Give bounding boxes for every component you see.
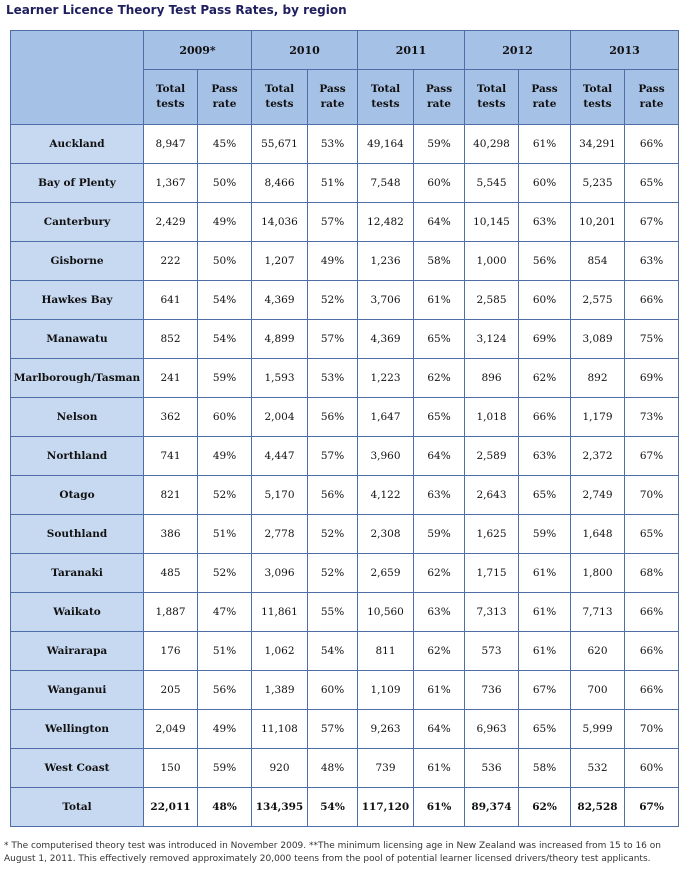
pass-rate-cell: 50% xyxy=(198,164,252,203)
pass-rate-cell: 67% xyxy=(519,671,571,710)
total-tests-cell: 1,062 xyxy=(252,632,308,671)
pass-rate-cell: 66% xyxy=(625,632,679,671)
table-row xyxy=(11,515,679,554)
total-tests-cell: 1,800 xyxy=(571,554,625,593)
pass-rate-header: Pass rate xyxy=(308,70,358,125)
table-row xyxy=(11,593,679,632)
pass-rate-cell: 60% xyxy=(625,749,679,788)
total-tests-cell: 3,124 xyxy=(465,320,519,359)
corner-header-cell xyxy=(11,31,144,125)
total-tests-cell: 2,643 xyxy=(465,476,519,515)
total-tests-cell: 2,778 xyxy=(252,515,308,554)
pass-rate-cell: 52% xyxy=(308,515,358,554)
total-tests-cell: 1,715 xyxy=(465,554,519,593)
pass-rate-cell: 60% xyxy=(198,398,252,437)
table-row xyxy=(11,203,679,242)
total-tests-cell: 89,374 xyxy=(465,788,519,827)
total-tests-cell: 4,369 xyxy=(252,281,308,320)
pass-rate-cell: 61% xyxy=(414,281,465,320)
pass-rate-cell: 59% xyxy=(414,125,465,164)
total-tests-cell: 641 xyxy=(144,281,198,320)
pass-rate-cell: 63% xyxy=(519,437,571,476)
pass-rate-cell: 63% xyxy=(414,593,465,632)
total-tests-cell: 362 xyxy=(144,398,198,437)
pass-rate-cell: 62% xyxy=(414,632,465,671)
total-tests-cell: 11,861 xyxy=(252,593,308,632)
total-tests-cell: 4,899 xyxy=(252,320,308,359)
pass-rate-cell: 62% xyxy=(414,359,465,398)
total-tests-cell: 811 xyxy=(358,632,414,671)
total-tests-cell: 1,887 xyxy=(144,593,198,632)
total-label: Total xyxy=(11,788,144,827)
pass-rate-cell: 67% xyxy=(625,203,679,242)
total-tests-cell: 1,000 xyxy=(465,242,519,281)
pass-rate-header: Pass rate xyxy=(519,70,571,125)
pass-rate-cell: 70% xyxy=(625,710,679,749)
pass-rate-cell: 51% xyxy=(308,164,358,203)
pass-rate-cell: 49% xyxy=(198,437,252,476)
total-tests-cell: 2,585 xyxy=(465,281,519,320)
total-tests-cell: 1,647 xyxy=(358,398,414,437)
pass-rate-cell: 54% xyxy=(308,632,358,671)
pass-rate-cell: 52% xyxy=(308,554,358,593)
total-tests-cell: 700 xyxy=(571,671,625,710)
pass-rate-cell: 64% xyxy=(414,437,465,476)
region-label: Bay of Plenty xyxy=(11,164,144,203)
total-tests-cell: 1,593 xyxy=(252,359,308,398)
table-row xyxy=(11,710,679,749)
pass-rate-cell: 57% xyxy=(308,203,358,242)
pass-rate-cell: 62% xyxy=(519,788,571,827)
total-tests-cell: 920 xyxy=(252,749,308,788)
total-tests-cell: 4,122 xyxy=(358,476,414,515)
region-label: Northland xyxy=(11,437,144,476)
pass-rate-cell: 53% xyxy=(308,125,358,164)
total-tests-cell: 2,575 xyxy=(571,281,625,320)
region-label: Nelson xyxy=(11,398,144,437)
pass-rate-cell: 73% xyxy=(625,398,679,437)
total-tests-cell: 22,011 xyxy=(144,788,198,827)
total-tests-cell: 11,108 xyxy=(252,710,308,749)
table-row xyxy=(11,398,679,437)
region-label: Hawkes Bay xyxy=(11,281,144,320)
total-tests-cell: 117,120 xyxy=(358,788,414,827)
pass-rate-cell: 54% xyxy=(198,320,252,359)
total-tests-cell: 205 xyxy=(144,671,198,710)
pass-rates-table xyxy=(10,30,679,827)
region-label: Southland xyxy=(11,515,144,554)
pass-rate-cell: 69% xyxy=(519,320,571,359)
region-label: Manawatu xyxy=(11,320,144,359)
pass-rate-cell: 69% xyxy=(625,359,679,398)
year-header: 2012 xyxy=(465,31,571,70)
pass-rate-cell: 49% xyxy=(308,242,358,281)
pass-rate-cell: 52% xyxy=(198,476,252,515)
pass-rate-cell: 49% xyxy=(198,203,252,242)
total-tests-cell: 5,999 xyxy=(571,710,625,749)
pass-rate-cell: 63% xyxy=(625,242,679,281)
pass-rate-cell: 66% xyxy=(519,398,571,437)
total-tests-cell: 7,313 xyxy=(465,593,519,632)
total-tests-cell: 2,589 xyxy=(465,437,519,476)
total-tests-cell: 12,482 xyxy=(358,203,414,242)
pass-rate-header: Pass rate xyxy=(198,70,252,125)
pass-rate-cell: 56% xyxy=(308,476,358,515)
pass-rate-cell: 57% xyxy=(308,710,358,749)
pass-rate-cell: 68% xyxy=(625,554,679,593)
total-tests-cell: 896 xyxy=(465,359,519,398)
total-tests-cell: 55,671 xyxy=(252,125,308,164)
total-tests-cell: 134,395 xyxy=(252,788,308,827)
total-tests-header: Total tests xyxy=(571,70,625,125)
pass-rate-cell: 56% xyxy=(198,671,252,710)
pass-rate-cell: 53% xyxy=(308,359,358,398)
total-tests-cell: 8,947 xyxy=(144,125,198,164)
pass-rate-cell: 61% xyxy=(414,671,465,710)
total-tests-cell: 10,201 xyxy=(571,203,625,242)
pass-rate-cell: 63% xyxy=(519,203,571,242)
pass-rate-cell: 62% xyxy=(414,554,465,593)
pass-rate-cell: 56% xyxy=(519,242,571,281)
pass-rate-cell: 57% xyxy=(308,320,358,359)
pass-rate-cell: 49% xyxy=(198,710,252,749)
pass-rate-cell: 48% xyxy=(198,788,252,827)
total-tests-cell: 222 xyxy=(144,242,198,281)
total-tests-cell: 2,659 xyxy=(358,554,414,593)
pass-rate-cell: 61% xyxy=(519,593,571,632)
pass-rate-cell: 58% xyxy=(414,242,465,281)
total-tests-cell: 1,207 xyxy=(252,242,308,281)
total-tests-cell: 2,749 xyxy=(571,476,625,515)
total-tests-cell: 1,367 xyxy=(144,164,198,203)
pass-rate-cell: 57% xyxy=(308,437,358,476)
total-tests-cell: 1,109 xyxy=(358,671,414,710)
pass-rate-cell: 59% xyxy=(198,749,252,788)
pass-rate-header: Pass rate xyxy=(414,70,465,125)
pass-rate-cell: 61% xyxy=(519,125,571,164)
total-tests-cell: 3,096 xyxy=(252,554,308,593)
pass-rate-cell: 65% xyxy=(519,476,571,515)
total-tests-cell: 176 xyxy=(144,632,198,671)
region-label: Canterbury xyxy=(11,203,144,242)
table-row xyxy=(11,554,679,593)
pass-rate-cell: 75% xyxy=(625,320,679,359)
total-tests-cell: 1,389 xyxy=(252,671,308,710)
table-row xyxy=(11,437,679,476)
table-row xyxy=(11,320,679,359)
total-tests-cell: 1,625 xyxy=(465,515,519,554)
total-tests-cell: 821 xyxy=(144,476,198,515)
pass-rate-cell: 66% xyxy=(625,593,679,632)
total-tests-cell: 2,429 xyxy=(144,203,198,242)
total-tests-cell: 1,018 xyxy=(465,398,519,437)
pass-rate-cell: 67% xyxy=(625,437,679,476)
table-row xyxy=(11,671,679,710)
total-tests-cell: 49,164 xyxy=(358,125,414,164)
pass-rate-cell: 64% xyxy=(414,203,465,242)
total-tests-cell: 5,235 xyxy=(571,164,625,203)
pass-rate-cell: 45% xyxy=(198,125,252,164)
pass-rate-cell: 61% xyxy=(414,749,465,788)
pass-rate-cell: 52% xyxy=(308,281,358,320)
pass-rate-cell: 65% xyxy=(414,320,465,359)
total-tests-cell: 1,179 xyxy=(571,398,625,437)
total-tests-cell: 573 xyxy=(465,632,519,671)
pass-rate-cell: 59% xyxy=(198,359,252,398)
pass-rate-cell: 47% xyxy=(198,593,252,632)
total-tests-cell: 892 xyxy=(571,359,625,398)
total-tests-cell: 2,308 xyxy=(358,515,414,554)
total-tests-cell: 2,372 xyxy=(571,437,625,476)
total-tests-cell: 5,545 xyxy=(465,164,519,203)
region-label: Auckland xyxy=(11,125,144,164)
page-title: Learner Licence Theory Test Pass Rates, by region xyxy=(6,3,347,17)
table-row xyxy=(11,125,679,164)
pass-rate-cell: 60% xyxy=(308,671,358,710)
total-tests-cell: 386 xyxy=(144,515,198,554)
total-tests-cell: 3,960 xyxy=(358,437,414,476)
pass-rate-cell: 54% xyxy=(308,788,358,827)
region-label: Otago xyxy=(11,476,144,515)
total-tests-cell: 741 xyxy=(144,437,198,476)
pass-rate-header: Pass rate xyxy=(625,70,679,125)
total-tests-cell: 536 xyxy=(465,749,519,788)
total-tests-cell: 485 xyxy=(144,554,198,593)
total-tests-cell: 854 xyxy=(571,242,625,281)
year-header: 2011 xyxy=(358,31,465,70)
region-label: Gisborne xyxy=(11,242,144,281)
total-tests-cell: 7,713 xyxy=(571,593,625,632)
total-tests-header: Total tests xyxy=(252,70,308,125)
table-row xyxy=(11,476,679,515)
year-header: 2010 xyxy=(252,31,358,70)
total-tests-cell: 3,706 xyxy=(358,281,414,320)
pass-rate-cell: 61% xyxy=(414,788,465,827)
total-tests-cell: 736 xyxy=(465,671,519,710)
pass-rate-cell: 59% xyxy=(519,515,571,554)
pass-rate-cell: 65% xyxy=(519,710,571,749)
total-tests-cell: 34,291 xyxy=(571,125,625,164)
total-tests-cell: 1,223 xyxy=(358,359,414,398)
total-tests-cell: 9,263 xyxy=(358,710,414,749)
footnote: * The computerised theory test was introduced in November 2009. **The minimum licensing age in New Zealand was increased from 15 to 16 on August 1, 2011. This effectively removed approximately 20,000 teens from the pool of potential learner licensed drivers/theory test applicants. xyxy=(4,841,661,864)
total-tests-cell: 852 xyxy=(144,320,198,359)
table-row xyxy=(11,749,679,788)
pass-rate-cell: 61% xyxy=(519,554,571,593)
pass-rate-cell: 65% xyxy=(625,515,679,554)
year-header: 2009* xyxy=(144,31,252,70)
total-tests-cell: 40,298 xyxy=(465,125,519,164)
pass-rate-cell: 48% xyxy=(308,749,358,788)
total-tests-cell: 2,049 xyxy=(144,710,198,749)
total-tests-cell: 6,963 xyxy=(465,710,519,749)
total-tests-cell: 620 xyxy=(571,632,625,671)
pass-rate-cell: 66% xyxy=(625,125,679,164)
table-row xyxy=(11,359,679,398)
pass-rate-cell: 52% xyxy=(198,554,252,593)
total-row xyxy=(11,788,679,827)
year-header: 2013 xyxy=(571,31,679,70)
total-tests-cell: 7,548 xyxy=(358,164,414,203)
table-row xyxy=(11,281,679,320)
region-label: Taranaki xyxy=(11,554,144,593)
table-row xyxy=(11,632,679,671)
total-tests-cell: 3,089 xyxy=(571,320,625,359)
table-row xyxy=(11,164,679,203)
total-tests-cell: 150 xyxy=(144,749,198,788)
region-label: West Coast xyxy=(11,749,144,788)
pass-rate-cell: 61% xyxy=(519,632,571,671)
pass-rate-cell: 60% xyxy=(414,164,465,203)
pass-rate-cell: 59% xyxy=(414,515,465,554)
pass-rate-cell: 56% xyxy=(308,398,358,437)
region-label: Wellington xyxy=(11,710,144,749)
pass-rate-cell: 51% xyxy=(198,632,252,671)
pass-rate-cell: 62% xyxy=(519,359,571,398)
total-tests-cell: 4,447 xyxy=(252,437,308,476)
pass-rate-cell: 51% xyxy=(198,515,252,554)
total-tests-cell: 8,466 xyxy=(252,164,308,203)
pass-rate-cell: 55% xyxy=(308,593,358,632)
total-tests-cell: 1,236 xyxy=(358,242,414,281)
total-tests-header: Total tests xyxy=(465,70,519,125)
total-tests-cell: 82,528 xyxy=(571,788,625,827)
pass-rate-cell: 54% xyxy=(198,281,252,320)
total-tests-cell: 2,004 xyxy=(252,398,308,437)
pass-rate-cell: 50% xyxy=(198,242,252,281)
total-tests-cell: 4,369 xyxy=(358,320,414,359)
total-tests-cell: 532 xyxy=(571,749,625,788)
total-tests-header: Total tests xyxy=(144,70,198,125)
region-label: Wanganui xyxy=(11,671,144,710)
total-tests-header: Total tests xyxy=(358,70,414,125)
region-label: Marlborough/Tasman xyxy=(11,359,144,398)
pass-rate-cell: 64% xyxy=(414,710,465,749)
pass-rate-cell: 70% xyxy=(625,476,679,515)
pass-rate-cell: 63% xyxy=(414,476,465,515)
table-row xyxy=(11,242,679,281)
region-label: Waikato xyxy=(11,593,144,632)
total-tests-cell: 739 xyxy=(358,749,414,788)
pass-rate-cell: 60% xyxy=(519,164,571,203)
total-tests-cell: 241 xyxy=(144,359,198,398)
total-tests-cell: 14,036 xyxy=(252,203,308,242)
pass-rate-cell: 60% xyxy=(519,281,571,320)
total-tests-cell: 10,560 xyxy=(358,593,414,632)
pass-rate-cell: 66% xyxy=(625,281,679,320)
pass-rate-cell: 58% xyxy=(519,749,571,788)
pass-rate-cell: 67% xyxy=(625,788,679,827)
total-tests-cell: 5,170 xyxy=(252,476,308,515)
region-label: Wairarapa xyxy=(11,632,144,671)
pass-rate-cell: 65% xyxy=(414,398,465,437)
total-tests-cell: 1,648 xyxy=(571,515,625,554)
pass-rate-cell: 66% xyxy=(625,671,679,710)
total-tests-cell: 10,145 xyxy=(465,203,519,242)
pass-rate-cell: 65% xyxy=(625,164,679,203)
